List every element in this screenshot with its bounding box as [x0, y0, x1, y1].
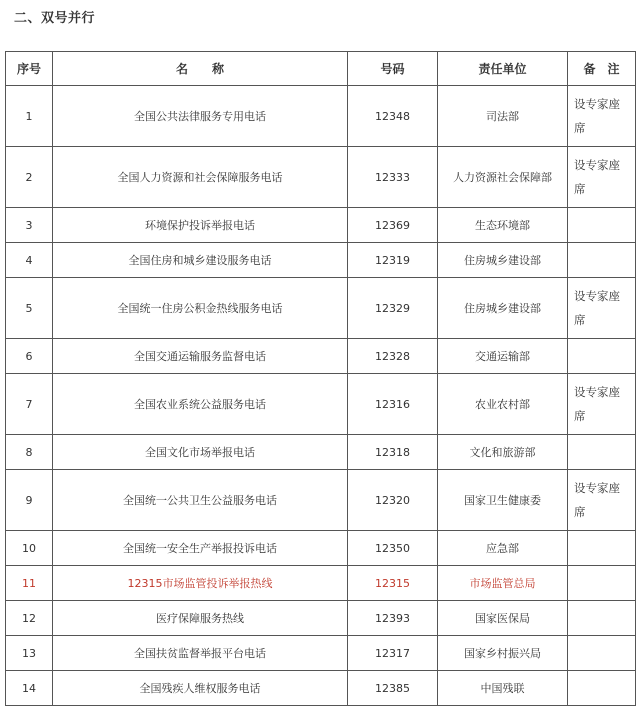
cell-name: 医疗保障服务热线	[53, 601, 348, 636]
cell-note	[568, 566, 636, 601]
table-row	[6, 339, 636, 374]
cell-note: 设专家座席	[568, 374, 636, 435]
cell-name: 全国残疾人维权服务电话	[53, 671, 348, 706]
cell-note	[568, 636, 636, 671]
table-row	[6, 531, 636, 566]
cell-number: 12329	[348, 278, 438, 339]
table-row	[6, 278, 636, 339]
cell-number: 12319	[348, 243, 438, 278]
cell-name: 全国交通运输服务监督电话	[53, 339, 348, 374]
cell-no: 6	[6, 339, 53, 374]
table-row	[6, 208, 636, 243]
cell-unit: 司法部	[438, 86, 568, 147]
cell-unit: 国家乡村振兴局	[438, 636, 568, 671]
cell-unit: 人力资源社会保障部	[438, 147, 568, 208]
cell-no: 5	[6, 278, 53, 339]
cell-unit: 国家卫生健康委	[438, 470, 568, 531]
cell-no: 1	[6, 86, 53, 147]
header-no: 序号	[6, 52, 53, 86]
cell-unit: 农业农村部	[438, 374, 568, 435]
table-header-row	[6, 52, 636, 86]
cell-number: 12318	[348, 435, 438, 470]
table-row	[6, 243, 636, 278]
cell-note	[568, 531, 636, 566]
cell-unit: 住房城乡建设部	[438, 243, 568, 278]
cell-number: 12315	[348, 566, 438, 601]
cell-note: 设专家座席	[568, 86, 636, 147]
cell-number: 12333	[348, 147, 438, 208]
table-row	[6, 671, 636, 706]
cell-number: 12348	[348, 86, 438, 147]
cell-number: 12328	[348, 339, 438, 374]
cell-note: 设专家座席	[568, 470, 636, 531]
cell-no: 3	[6, 208, 53, 243]
cell-note	[568, 601, 636, 636]
hotline-table	[5, 51, 636, 706]
cell-no: 12	[6, 601, 53, 636]
cell-name: 12315市场监管投诉举报热线	[53, 566, 348, 601]
cell-unit: 住房城乡建设部	[438, 278, 568, 339]
cell-name: 全国农业系统公益服务电话	[53, 374, 348, 435]
table-row	[6, 636, 636, 671]
cell-unit: 文化和旅游部	[438, 435, 568, 470]
cell-unit: 中国残联	[438, 671, 568, 706]
cell-no: 2	[6, 147, 53, 208]
cell-unit: 生态环境部	[438, 208, 568, 243]
cell-name: 全国住房和城乡建设服务电话	[53, 243, 348, 278]
cell-number: 12316	[348, 374, 438, 435]
cell-name: 全国统一公共卫生公益服务电话	[53, 470, 348, 531]
cell-number: 12369	[348, 208, 438, 243]
cell-note	[568, 243, 636, 278]
table-row	[6, 86, 636, 147]
cell-no: 10	[6, 531, 53, 566]
table-row	[6, 147, 636, 208]
cell-name: 全国扶贫监督举报平台电话	[53, 636, 348, 671]
cell-no: 13	[6, 636, 53, 671]
cell-number: 12317	[348, 636, 438, 671]
cell-name: 全国统一安全生产举报投诉电话	[53, 531, 348, 566]
cell-number: 12350	[348, 531, 438, 566]
cell-note: 设专家座席	[568, 278, 636, 339]
table-row	[6, 374, 636, 435]
cell-name: 全国公共法律服务专用电话	[53, 86, 348, 147]
cell-note	[568, 339, 636, 374]
cell-no: 11	[6, 566, 53, 601]
table-body	[6, 86, 636, 706]
table-row	[6, 435, 636, 470]
cell-note	[568, 435, 636, 470]
cell-no: 4	[6, 243, 53, 278]
cell-note: 设专家座席	[568, 147, 636, 208]
cell-unit: 国家医保局	[438, 601, 568, 636]
cell-note	[568, 671, 636, 706]
cell-no: 14	[6, 671, 53, 706]
cell-number: 12393	[348, 601, 438, 636]
cell-number: 12320	[348, 470, 438, 531]
header-unit: 责任单位	[438, 52, 568, 86]
header-number: 号码	[348, 52, 438, 86]
cell-unit: 交通运输部	[438, 339, 568, 374]
cell-no: 8	[6, 435, 53, 470]
table-row	[6, 566, 636, 601]
header-name: 名 称	[53, 52, 348, 86]
cell-unit: 市场监管总局	[438, 566, 568, 601]
section-heading: 二、双号并行	[14, 11, 96, 26]
cell-name: 全国人力资源和社会保障服务电话	[53, 147, 348, 208]
cell-number: 12385	[348, 671, 438, 706]
header-note: 备 注	[568, 52, 636, 86]
cell-name: 全国统一住房公积金热线服务电话	[53, 278, 348, 339]
table-row	[6, 601, 636, 636]
cell-name: 环境保护投诉举报电话	[53, 208, 348, 243]
table-row	[6, 470, 636, 531]
cell-note	[568, 208, 636, 243]
cell-unit: 应急部	[438, 531, 568, 566]
cell-name: 全国文化市场举报电话	[53, 435, 348, 470]
cell-no: 9	[6, 470, 53, 531]
cell-no: 7	[6, 374, 53, 435]
